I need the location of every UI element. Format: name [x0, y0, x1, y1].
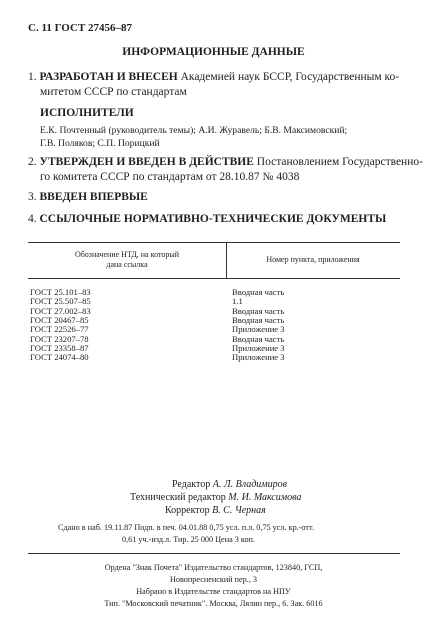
- section-3-heading: ВВЕДЕН ВПЕРВЫЕ: [39, 191, 148, 203]
- table-cell-doc: ГОСТ 25.507–85: [30, 296, 91, 307]
- corrector-name: В. С. Черная: [212, 505, 266, 516]
- page-header: С. 11 ГОСТ 27456–87: [28, 22, 133, 34]
- executors-line-2: Г.В. Поляков; С.П. Порицкий: [40, 138, 160, 149]
- editor-name: А. Л. Владимиров: [212, 479, 287, 490]
- editor-line: [172, 479, 287, 490]
- table-cell-ref: 1.1: [232, 296, 243, 307]
- table-cell-ref: Приложение 3: [232, 342, 285, 353]
- section-3: [28, 191, 148, 203]
- imprint-line-2: 0,61 уч.-изд.л. Тир. 25 000 Цена 3 коп.: [122, 535, 255, 544]
- table-cell-doc: ГОСТ 25.101–83: [30, 287, 91, 297]
- section-1-heading: РАЗРАБОТАН И ВНЕСЕН: [39, 71, 178, 83]
- section-4-heading: ССЫЛОЧНЫЕ НОРМАТИВНО-ТЕХНИЧЕСКИЕ ДОКУМЕНТЫ: [39, 213, 387, 225]
- table-top-rule: [28, 242, 400, 243]
- footer-rule: [28, 553, 400, 554]
- imprint-line-1: Сдано в наб. 19.11.87 Подп. в печ. 04.01.88 0,75 усл. п.л. 0,75 усл. кр.-отт.: [58, 523, 315, 532]
- publisher-line-3: Набрано в Издательстве стандартов на НПУ: [136, 587, 291, 596]
- tech-editor-line: [130, 492, 301, 503]
- table-cell-doc: ГОСТ 23207–78: [30, 333, 89, 344]
- section-2-line-1: [28, 156, 423, 168]
- table-cell-doc: ГОСТ 24074–80: [30, 352, 89, 363]
- section-1-line-1: [28, 71, 399, 83]
- corrector-line: [165, 505, 266, 516]
- table-cell-ref: Вводная часть: [232, 333, 285, 344]
- corrector-label: Корректор: [165, 505, 210, 516]
- table-cell-ref: Вводная часть: [232, 287, 285, 297]
- table-col1-header-line-2: дана ссылка: [106, 260, 148, 269]
- section-2-number: 2.: [28, 156, 37, 168]
- table-cell-doc: ГОСТ 23358–87: [30, 342, 89, 353]
- section-2-text: Постановлением Государственно-: [256, 156, 423, 168]
- section-1-line-2: митетом СССР по стандартам: [40, 86, 187, 98]
- table-cell-ref: Приложение 3: [232, 352, 285, 363]
- executors-line-1: Е.К. Почтенный (руководитель темы); А.И. Журавель; Б.В. Максимовский;: [40, 125, 348, 136]
- section-1-text: Академией наук БССР, Государственным ко-: [180, 71, 400, 83]
- table-cell-ref: Приложение 3: [232, 324, 285, 335]
- section-2-heading: УТВЕРЖДЕН И ВВЕДЕН В ДЕЙСТВИЕ: [39, 156, 254, 168]
- section-3-number: 3.: [28, 191, 37, 203]
- section-4: [28, 213, 386, 225]
- tech-editor-name: М. И. Максимова: [228, 492, 302, 503]
- table-col2-header: Номер пункта, приложения: [266, 255, 360, 264]
- table-col1-header-line-1: Обозначение НТД, на который: [74, 250, 180, 259]
- publisher-line-1: Ордена "Знак Почета" Издательство стандартов, 123840, ГСП,: [104, 563, 323, 572]
- publisher-line-2: Новопресненский пер., 3: [169, 575, 258, 584]
- executors-heading: ИСПОЛНИТЕЛИ: [40, 107, 134, 119]
- section-4-number: 4.: [28, 213, 37, 225]
- publisher-line-4: Тип. "Московский печатник". Москва, Лялин пер., 6. Зак. 6016: [104, 599, 323, 608]
- table-cell-doc: ГОСТ 22526–77: [30, 324, 89, 335]
- section-2-line-2: го комитета СССР по стандартам от 28.10.87 № 4038: [40, 171, 300, 183]
- editor-label: Редактор: [172, 479, 211, 490]
- table-cell-doc: ГОСТ 20467–85: [30, 314, 89, 325]
- table-header-rule: [28, 278, 400, 279]
- table-cell-ref: Вводная часть: [232, 305, 285, 316]
- page-title: ИНФОРМАЦИОННЫЕ ДАННЫЕ: [122, 46, 305, 58]
- tech-editor-label: Технический редактор: [130, 492, 226, 503]
- table-cell-doc: ГОСТ 27.002–83: [30, 305, 91, 316]
- table-cell-ref: Вводная часть: [232, 314, 285, 325]
- section-1-number: 1.: [28, 71, 37, 83]
